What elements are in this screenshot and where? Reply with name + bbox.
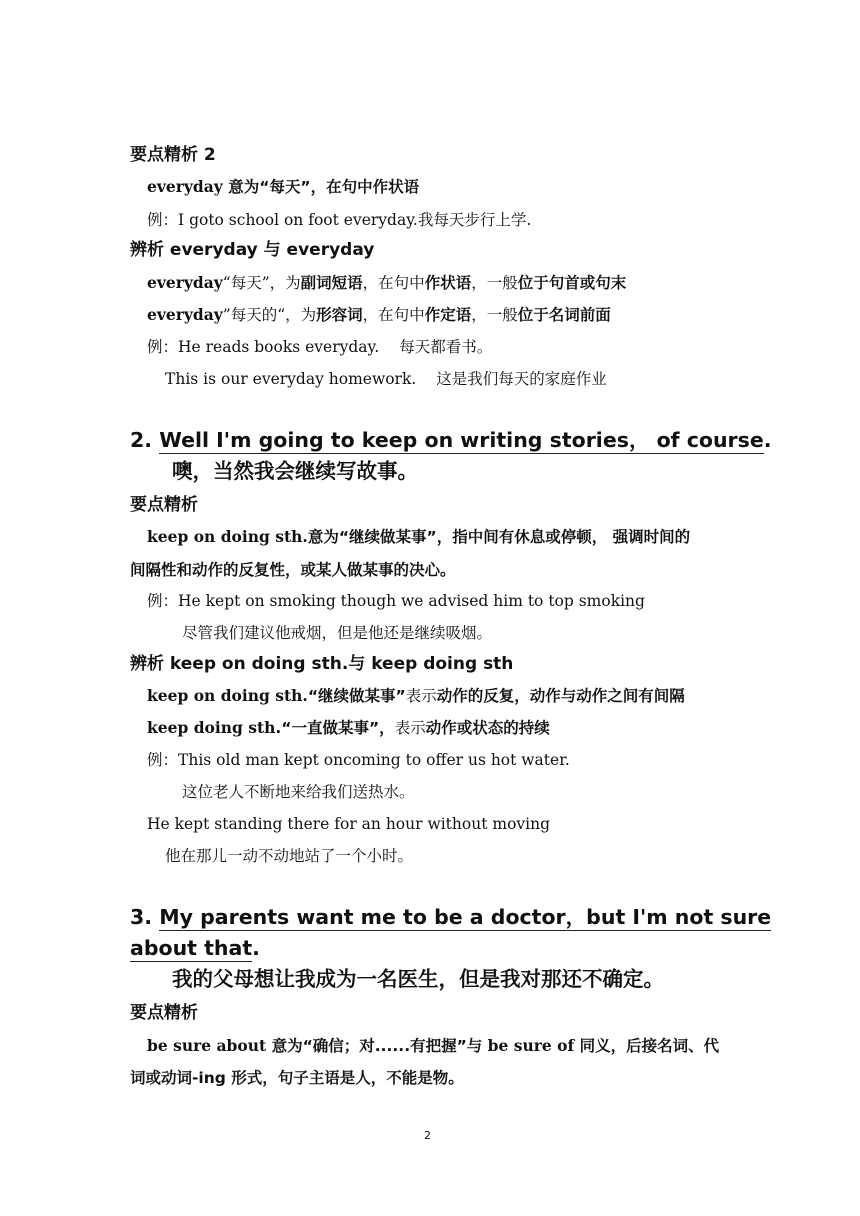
emph: .“一直做某事”， — [275, 719, 395, 737]
definition-line — [147, 527, 690, 547]
example-en: This is our everyday homework. — [165, 370, 417, 388]
example-line — [147, 591, 645, 611]
compare-line-2 — [147, 305, 611, 325]
definition-text: 词或动词-ing 形式，句子主语是人，不能是物。 — [130, 1069, 464, 1087]
keyword: keep doing sth — [147, 718, 276, 737]
example-line — [147, 337, 492, 357]
sentence-en: My parents want me to be a doctor，but I'm not sure — [159, 905, 772, 929]
emph: 动作的反复，动作与动作之间有间隔 — [436, 687, 685, 705]
sentence-translation: 噢，当然我会继续写故事。 — [172, 459, 418, 483]
section-heading: 要点精析 — [130, 495, 198, 515]
example-label: 例： — [147, 751, 179, 769]
example-en: This old man kept oncoming to offer us hot water. — [178, 751, 570, 769]
section-heading: 要点精析 2 — [130, 145, 216, 165]
sentence-en: about that — [130, 936, 253, 960]
definition-line-2 — [130, 1068, 464, 1088]
keyword: be sure of — [487, 1036, 575, 1055]
sentence-end: . — [763, 428, 772, 452]
emph: “继续做某事” — [307, 687, 406, 705]
sentence-number: 2. — [130, 428, 153, 452]
definition-text: 间隔性和动作的反复性，或某人做某事的决心。 — [130, 561, 456, 579]
sentence-number: 3. — [130, 905, 153, 929]
example-label: 例： — [147, 592, 179, 610]
page-number: 2 — [424, 1129, 431, 1142]
example-en: He kept standing there for an hour without moving — [147, 815, 551, 833]
definition-line — [147, 1036, 719, 1056]
text: ，一般 — [471, 306, 518, 324]
text: 表示 — [394, 719, 426, 737]
definition-line — [147, 177, 419, 197]
keyword: keep on doing sth. — [147, 527, 308, 546]
text: ，一般 — [471, 274, 518, 292]
text: ”每天的“，为 — [222, 306, 317, 324]
compare-heading: 辨析 everyday 与 everyday — [130, 240, 375, 260]
emph: 作定语 — [424, 306, 472, 324]
example-en: He kept on smoking though we advised him to top smoking — [178, 592, 645, 610]
emph: 动作或状态的持续 — [425, 719, 550, 737]
sentence-title — [130, 904, 771, 930]
sentence-title — [130, 427, 772, 453]
example-cn: 他在那儿一动不动地站了一个小时。 — [165, 847, 414, 865]
keyword: keep on doing sth. — [147, 686, 308, 705]
example-label: 例： — [147, 338, 179, 356]
compare-line-2 — [147, 718, 550, 738]
emph: 作状语 — [424, 274, 472, 292]
compare-line-1 — [147, 686, 685, 706]
emph: 副词短语 — [300, 274, 363, 292]
emph: 形容词 — [316, 306, 363, 324]
example-en: He reads books everyday. — [178, 338, 380, 356]
compare-line-1 — [147, 273, 626, 293]
sentence-title-2 — [130, 935, 260, 961]
example-label: 例： — [147, 211, 179, 229]
definition-text: 意为“确信；对......有把握”与 — [266, 1037, 488, 1055]
text: ，在句中 — [362, 306, 425, 324]
keyword: be sure about — [147, 1036, 267, 1055]
example-line — [147, 210, 531, 230]
example-cn: 每天都看书。 — [399, 338, 493, 356]
compare-heading: 辨析 keep on doing sth.与 keep doing sth — [130, 654, 514, 674]
keyword: everyday — [147, 273, 223, 292]
example-cn: 我每天步行上学. — [417, 211, 532, 229]
example-line — [165, 369, 607, 389]
definition-line-2 — [130, 560, 456, 580]
definition-text: 意为“继续做某事”，指中间有休息或停顿， 强调时间的 — [307, 528, 691, 546]
section-heading: 要点精析 — [130, 1003, 198, 1023]
example-cn: 这是我们每天的家庭作业 — [436, 370, 607, 388]
definition-text: 意为“每天”，在句中作状语 — [222, 178, 420, 196]
emph: 位于名词前面 — [517, 306, 611, 324]
text: ，在句中 — [362, 274, 425, 292]
example-cn: 尽管我们建议他戒烟，但是他还是继续吸烟。 — [182, 624, 493, 642]
keyword: everyday — [147, 177, 223, 196]
definition-text: 同义，后接名词、代 — [574, 1037, 720, 1055]
sentence-end: . — [252, 936, 260, 960]
text: 表示 — [405, 687, 437, 705]
text: “每天”，为 — [222, 274, 301, 292]
keyword: everyday — [147, 305, 223, 324]
sentence-translation: 我的父母想让我成为一名医生，但是我对那还不确定。 — [172, 967, 664, 991]
sentence-en: Well I'm going to keep on writing stories， of course — [159, 428, 764, 452]
example-en: I goto school on foot everyday. — [178, 211, 418, 229]
example-line — [147, 750, 570, 770]
example-cn: 这位老人不断地来给我们送热水。 — [182, 783, 415, 801]
emph: 位于句首或句末 — [517, 274, 627, 292]
